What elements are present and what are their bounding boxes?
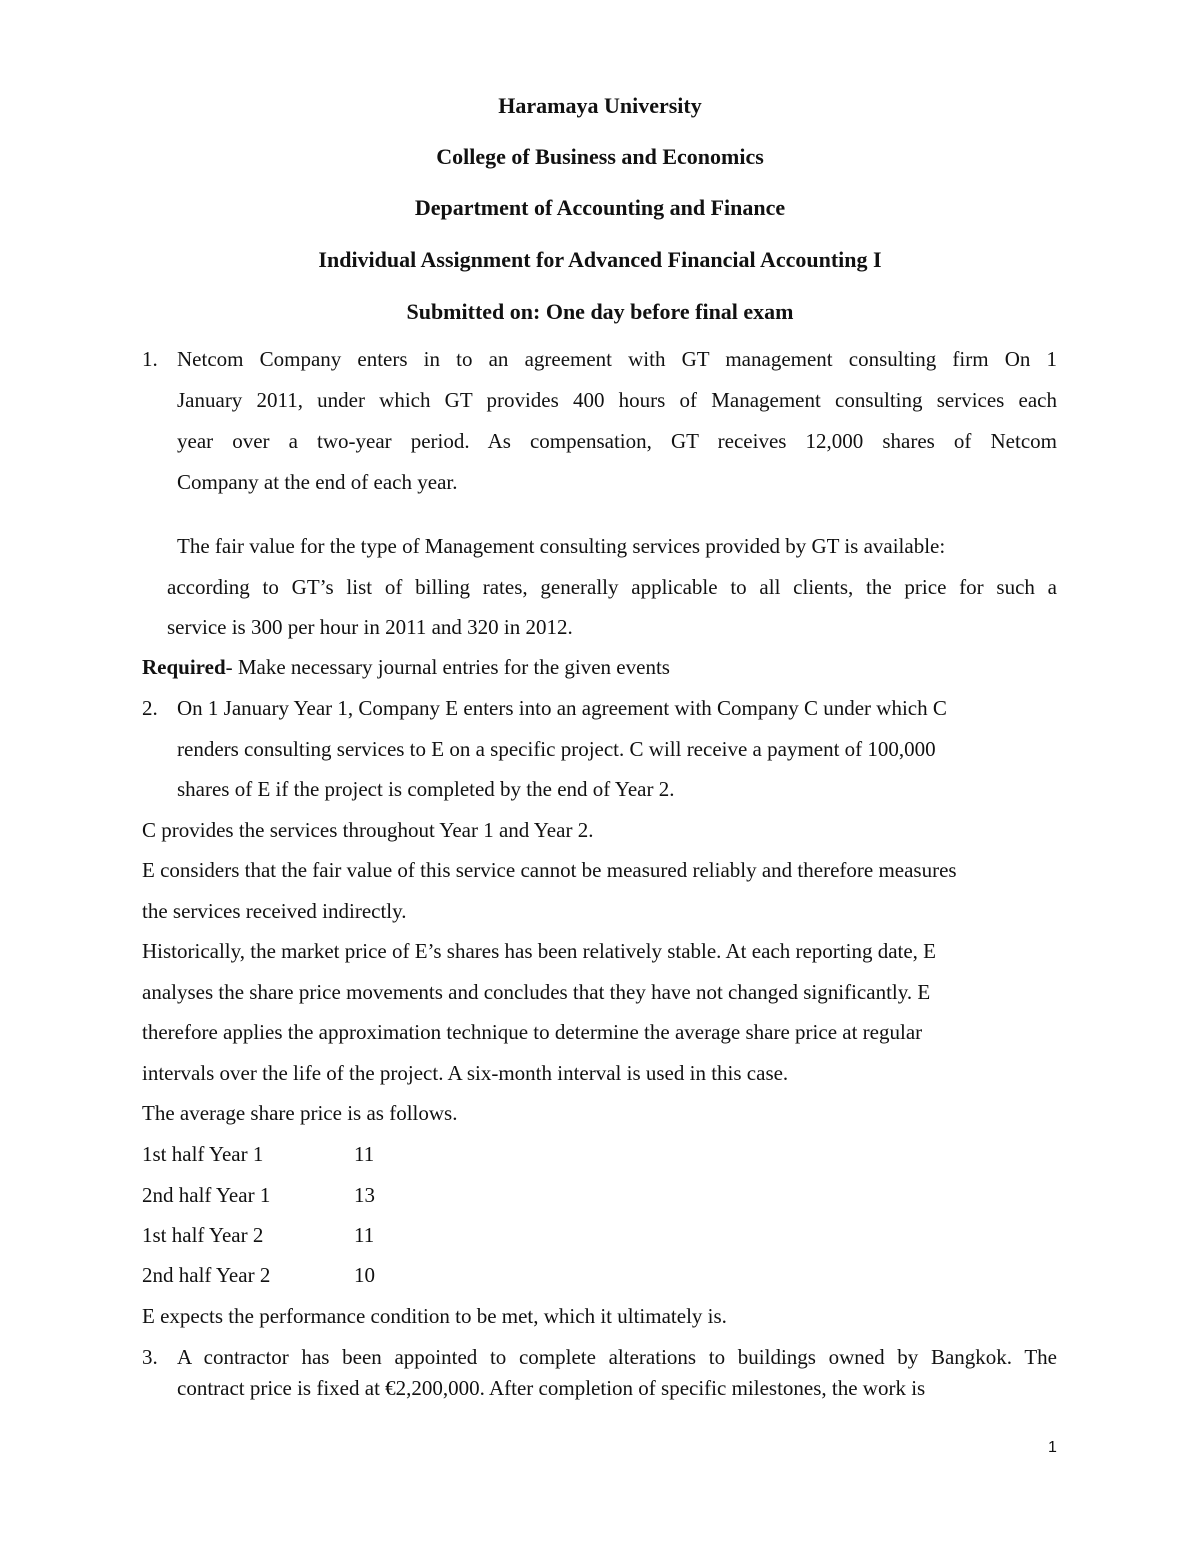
price-period: 2nd half Year 1: [142, 1183, 271, 1207]
question-1-line: January 2011, under which GT provides 400 hours of Management consulting services each: [177, 388, 1057, 412]
question-2-body-line: analyses the share price movements and concludes that they have not changed significantly. E: [142, 980, 931, 1004]
question-2-line: On 1 January Year 1, Company E enters into an agreement with Company C under which C: [177, 696, 947, 720]
question-2-body-line: The average share price is as follows.: [142, 1101, 458, 1125]
assignment-title: Individual Assignment for Advanced Financial Accounting I: [318, 247, 882, 272]
question-2-number: 2.: [142, 696, 158, 720]
college-title: College of Business and Economics: [436, 144, 764, 169]
price-period: 1st half Year 1: [142, 1142, 264, 1166]
question-2-line: shares of E if the project is completed by the end of Year 2.: [177, 777, 675, 801]
question-2-body-line: C provides the services throughout Year 1 and Year 2.: [142, 818, 594, 842]
question-1-line: Netcom Company enters in to an agreement with GT management consulting firm On 1: [177, 347, 1057, 371]
university-title: Haramaya University: [498, 93, 702, 118]
page-number: 1: [1048, 1439, 1057, 1456]
question-3-line: contract price is fixed at €2,200,000. After completion of specific milestones, the work is: [177, 1376, 926, 1400]
question-1-para2-line: The fair value for the type of Management consulting services provided by GT is available:: [177, 534, 946, 558]
question-1-number: 1.: [142, 347, 158, 371]
question-2-body-line: E considers that the fair value of this service cannot be measured reliably and therefore measures: [142, 858, 957, 882]
question-2-body-line: therefore applies the approximation technique to determine the average share price at regular: [142, 1020, 923, 1044]
price-value: 13: [354, 1183, 375, 1207]
question-2-body-line: the services received indirectly.: [142, 899, 407, 923]
question-3-number: 3.: [142, 1345, 158, 1369]
question-2-closing: E expects the performance condition to be met, which it ultimately is.: [142, 1304, 727, 1328]
submission-note: Submitted on: One day before final exam: [406, 299, 794, 324]
department-title: Department of Accounting and Finance: [414, 195, 786, 220]
price-period: 2nd half Year 2: [142, 1263, 271, 1287]
question-1-para2-line: according to GT’s list of billing rates, generally applicable to all clients, the price for such a: [167, 575, 1057, 599]
price-value: 10: [354, 1263, 375, 1287]
required-label: Required: [142, 655, 226, 679]
required-line: [142, 654, 670, 680]
question-1-para2-line: service is 300 per hour in 2011 and 320 in 2012.: [167, 615, 573, 639]
question-1-line: year over a two-year period. As compensation, GT receives 12,000 shares of Netcom: [177, 429, 1057, 453]
question-1-line: Company at the end of each year.: [177, 470, 458, 494]
price-value: 11: [354, 1223, 375, 1247]
question-2-line: renders consulting services to E on a specific project. C will receive a payment of 100,000: [177, 737, 936, 761]
price-value: 11: [354, 1142, 375, 1166]
price-period: 1st half Year 2: [142, 1223, 264, 1247]
question-2-body-line: intervals over the life of the project. A six-month interval is used in this case.: [142, 1061, 789, 1085]
question-3-line: A contractor has been appointed to complete alterations to buildings owned by Bangkok. The: [177, 1345, 1057, 1369]
required-text: - Make necessary journal entries for the given events: [225, 655, 670, 679]
question-2-body-line: Historically, the market price of E’s shares has been relatively stable. At each reporting date, E: [142, 939, 937, 963]
